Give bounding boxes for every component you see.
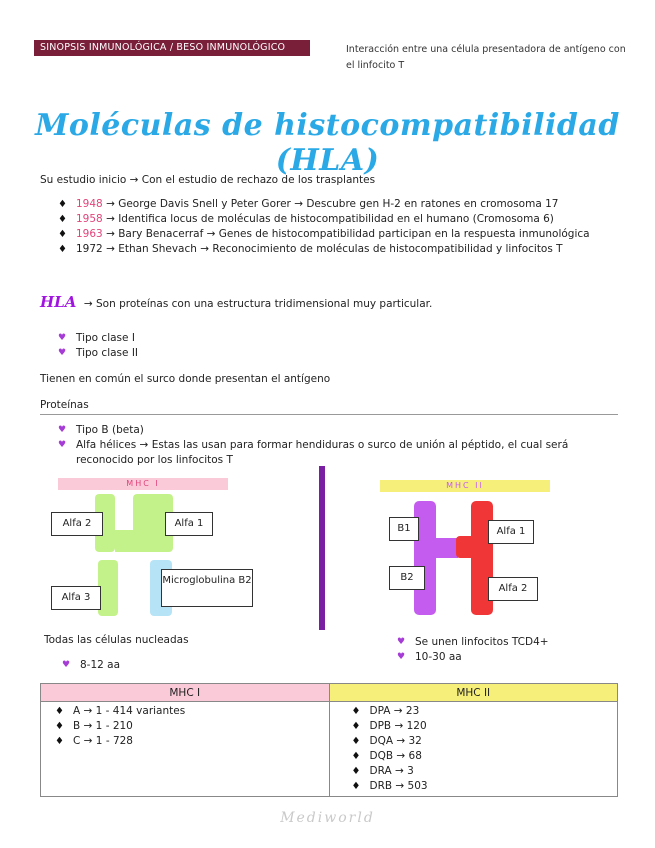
hla-tag: HLA bbox=[40, 293, 77, 311]
mhc2-row: ♦ DQA → 32 bbox=[352, 734, 618, 749]
protein-item: ♥ Alfa hélices → Estas las usan para formar hendiduras o surco de unión al péptido, el cual será reconocido por los linfocitos T bbox=[58, 438, 606, 468]
mhc2-band: MHC II bbox=[380, 480, 550, 492]
mhc2-row: ♦ DPB → 120 bbox=[352, 719, 618, 734]
header-note: Interacción entre una célula presentadora de antígeno con el linfocito T bbox=[346, 44, 626, 71]
page-title: Moléculas de histocompatibilidad (HLA) bbox=[35, 108, 620, 178]
mhc1-note: Todas las células nucleadas bbox=[44, 634, 189, 646]
history-list bbox=[58, 197, 618, 257]
mhc1-bullet: ♥ 8-12 aa bbox=[62, 658, 120, 673]
history-text: → Bary Benacerraf → Genes de histocompatibilidad participan en la respuesta inmunológica bbox=[102, 228, 590, 240]
mhc2-beta-arm bbox=[434, 538, 458, 558]
mhc-table bbox=[40, 683, 618, 797]
mhc2-row: ♦ DPA → 23 bbox=[352, 704, 618, 719]
mhc2-b2-label: B2 bbox=[389, 566, 425, 590]
common-text: Tienen en común el surco donde presentan el antígeno bbox=[40, 373, 331, 385]
proteins-heading: Proteínas bbox=[40, 399, 89, 411]
mhc2-alfa1-label: Alfa 1 bbox=[488, 520, 534, 544]
mhc2-alfa2-label: Alfa 2 bbox=[488, 577, 538, 601]
history-text: → Identifica locus de moléculas de histocompatibilidad en el humano (Cromosoma 6) bbox=[102, 213, 554, 225]
history-year: 1958 bbox=[76, 213, 103, 225]
mhc1-cell bbox=[41, 702, 330, 797]
protein-item: ♥ Tipo B (beta) bbox=[58, 423, 606, 438]
diagram-divider bbox=[319, 466, 325, 630]
footer-watermark: Mediworld bbox=[280, 810, 375, 826]
proteins-list bbox=[58, 423, 606, 468]
mhc1-alfa2-label: Alfa 2 bbox=[51, 512, 103, 536]
mhc1-column-header: MHC I bbox=[41, 684, 330, 702]
mhc2-bullet: ♥ 10-30 aa bbox=[397, 650, 549, 665]
history-year: 1948 bbox=[76, 198, 103, 210]
mhc2-b1-label: B1 bbox=[389, 517, 419, 541]
history-year: 1972 bbox=[76, 243, 103, 255]
mhc1-row: ♦ C → 1 - 728 bbox=[55, 734, 329, 749]
mhc2-bullet: ♥ Se unen linfocitos TCD4+ bbox=[397, 635, 549, 650]
intro-text: Su estudio inicio → Con el estudio de rechazo de los trasplantes bbox=[40, 174, 376, 186]
types-list bbox=[58, 331, 138, 361]
history-item bbox=[58, 242, 618, 257]
history-text: → George Davis Snell y Peter Gorer → Descubre gen H-2 en ratones en cromosoma 17 bbox=[102, 198, 559, 210]
mhc1-row: ♦ B → 1 - 210 bbox=[55, 719, 329, 734]
mhc1-alfa3-domain bbox=[98, 560, 118, 616]
mhc1-alfa1-label: Alfa 1 bbox=[165, 512, 213, 536]
history-item bbox=[58, 212, 618, 227]
history-item bbox=[58, 227, 618, 242]
mhc1-band: MHC I bbox=[58, 478, 228, 490]
type-item: ♥ Tipo clase II bbox=[58, 346, 138, 361]
mhc2-column-header: MHC II bbox=[329, 684, 618, 702]
mhc1-row: ♦ A → 1 - 414 variantes bbox=[55, 704, 329, 719]
history-item bbox=[58, 197, 618, 212]
mhc2-row: ♦ DRA → 3 bbox=[352, 764, 618, 779]
section-rule bbox=[40, 414, 618, 415]
mhc2-row: ♦ DRB → 503 bbox=[352, 779, 618, 794]
mhc1-bullets bbox=[62, 658, 120, 673]
mhc1-microglobulin-label: Microglobulina B2 bbox=[161, 569, 253, 607]
history-text: → Ethan Shevach → Reconocimiento de moléculas de histocompatibilidad y linfocitos T bbox=[102, 243, 563, 255]
hla-text: → Son proteínas con una estructura tridimensional muy particular. bbox=[83, 298, 433, 310]
mhc2-row: ♦ DQB → 68 bbox=[352, 749, 618, 764]
history-year: 1963 bbox=[76, 228, 103, 240]
type-item: ♥ Tipo clase I bbox=[58, 331, 138, 346]
mhc2-bullets bbox=[397, 635, 549, 665]
hla-definition bbox=[40, 293, 630, 312]
header-badge: SINOPSIS INMUNOLÓGICA / BESO INMUNOLÓGICO bbox=[34, 40, 310, 56]
mhc2-cell bbox=[329, 702, 618, 797]
mhc1-alfa3-label: Alfa 3 bbox=[51, 586, 101, 610]
